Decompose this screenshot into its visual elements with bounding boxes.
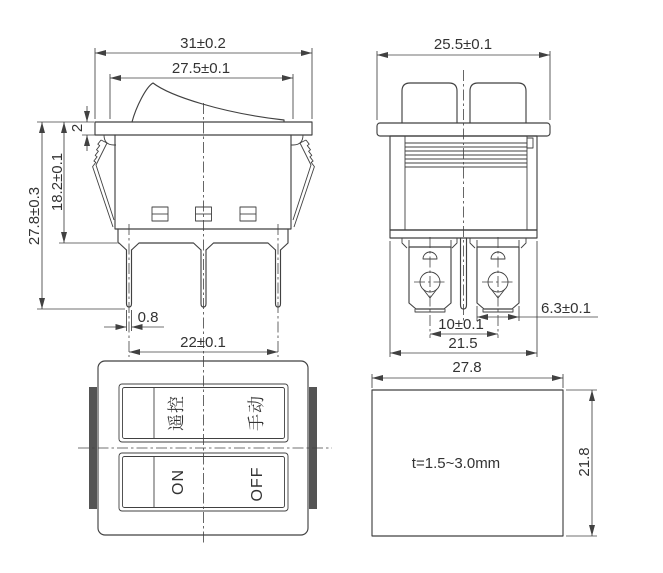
dim-flange-thickness-label: 2: [69, 123, 86, 133]
side-view: [26, 35, 314, 357]
dim-bezel-width-label: 27.5±0.1: [171, 60, 231, 77]
dim-terminal-thickness-label: 0.8: [137, 309, 159, 326]
rocker-label-off: OFF: [249, 466, 266, 502]
dim-terminal-pitch-label: 10±0.1: [438, 316, 484, 333]
dim-cutout-height-label: 21.8: [576, 447, 593, 477]
dim-overall-width-label: 31±0.2: [180, 35, 226, 52]
snap-clip-left: [93, 140, 114, 227]
bezel-lip-right: [291, 135, 303, 145]
dim-cutout-width-label: 27.8: [452, 359, 482, 376]
terminal-windows: [152, 207, 256, 221]
rocker-label-on: ON: [170, 469, 187, 495]
switch-body-outline: [115, 135, 291, 229]
end-view-geometry: [377, 70, 550, 338]
rocker-top: [119, 384, 288, 442]
end-body-notch: [527, 138, 533, 148]
rocker-label-remote: 遥控: [167, 395, 186, 431]
rocker-button-left: [402, 83, 457, 123]
dim-body-height-label: 18.2±0.1: [49, 152, 66, 212]
body-ribs: [405, 143, 527, 167]
rocker-actuator-curve: [132, 83, 284, 122]
side-view-geometry: [93, 83, 315, 357]
dim-body-width-label: 21.5: [448, 335, 478, 352]
panel-thickness-note: t=1.5~3.0mm: [411, 455, 501, 472]
side-view-dimensions: [26, 35, 312, 352]
rocker-button-right: [470, 83, 526, 123]
front-view: [78, 356, 332, 544]
end-view: [377, 36, 598, 357]
rocker-label-manual: 手动: [247, 395, 266, 431]
lower-housing: [118, 229, 288, 250]
snap-clip-right: [293, 140, 314, 227]
dim-end-width-label: 25.5±0.1: [433, 36, 493, 53]
dim-terminal-span-label: 22±0.1: [180, 334, 226, 351]
bezel-lip-left: [104, 135, 116, 145]
panel-cutout-view: [372, 359, 597, 536]
dim-terminal-width-label: 6.3±0.1: [541, 300, 591, 317]
dim-total-height-label: 27.8±0.3: [26, 186, 43, 246]
